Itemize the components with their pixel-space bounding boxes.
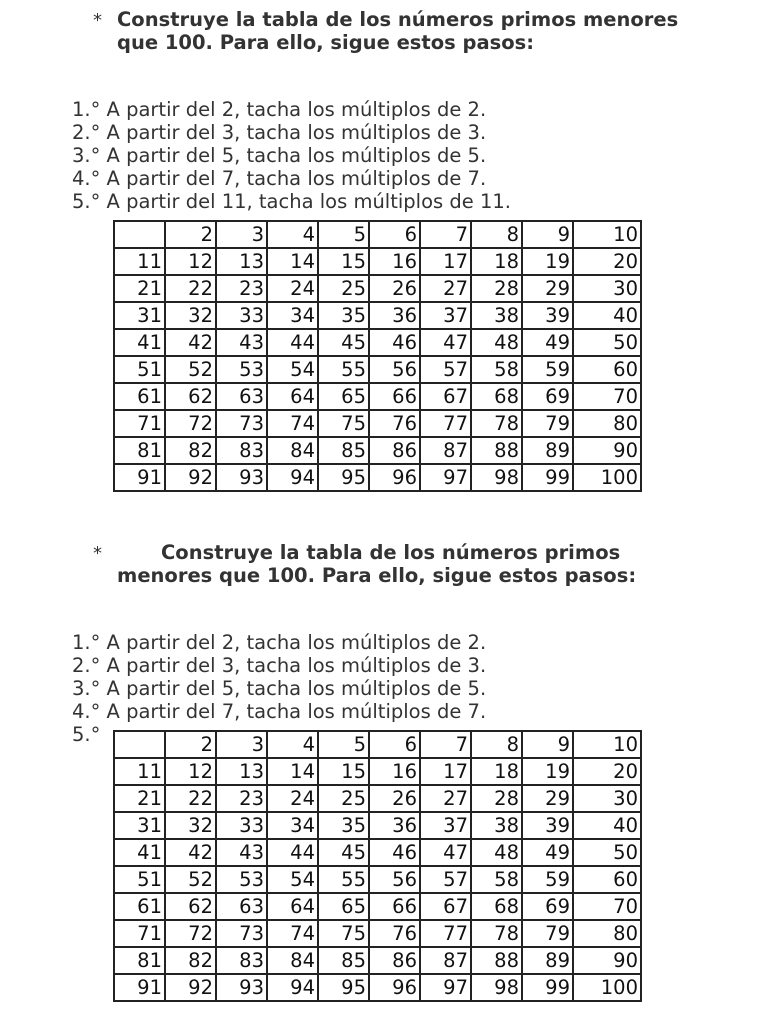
- number-cell: 62: [165, 383, 216, 410]
- number-cell: 25: [318, 275, 369, 302]
- table-row: [114, 464, 641, 491]
- number-cell: 87: [420, 947, 471, 974]
- number-cell: 35: [318, 302, 369, 329]
- table-row: [114, 785, 641, 812]
- number-cell: 93: [216, 974, 267, 1001]
- step-item: 1.° A partir del 2, tacha los múltiplos de 2.: [72, 631, 487, 654]
- number-cell: 41: [114, 839, 165, 866]
- number-cell: 57: [420, 866, 471, 893]
- number-cell: 21: [114, 275, 165, 302]
- number-cell: 69: [522, 893, 573, 920]
- number-cell: 14: [267, 758, 318, 785]
- table-row: [114, 221, 641, 248]
- number-grid: [113, 730, 642, 1002]
- number-cell: 83: [216, 437, 267, 464]
- number-cell: 28: [471, 275, 522, 302]
- number-cell: 63: [216, 893, 267, 920]
- number-cell: 85: [318, 947, 369, 974]
- number-cell: 8: [471, 731, 522, 758]
- number-cell: 73: [216, 920, 267, 947]
- number-cell: 60: [573, 866, 641, 893]
- number-cell: 67: [420, 383, 471, 410]
- number-cell: 43: [216, 329, 267, 356]
- table-row: [114, 302, 641, 329]
- number-cell: 4: [267, 221, 318, 248]
- number-cell: 74: [267, 920, 318, 947]
- number-cell: 68: [471, 383, 522, 410]
- number-cell: 44: [267, 329, 318, 356]
- number-cell: 55: [318, 356, 369, 383]
- number-cell: 23: [216, 785, 267, 812]
- number-cell: 27: [420, 275, 471, 302]
- exercise-heading: [117, 541, 717, 587]
- number-cell: 89: [522, 437, 573, 464]
- number-cell: 32: [165, 812, 216, 839]
- number-cell: 48: [471, 329, 522, 356]
- number-cell: 91: [114, 974, 165, 1001]
- number-cell: 21: [114, 785, 165, 812]
- number-cell: 76: [369, 410, 420, 437]
- table-row: [114, 275, 641, 302]
- number-cell: 45: [318, 839, 369, 866]
- number-cell: 22: [165, 785, 216, 812]
- number-cell: 51: [114, 866, 165, 893]
- steps-list: [72, 631, 486, 746]
- number-cell: 70: [573, 893, 641, 920]
- number-cell: 58: [471, 356, 522, 383]
- number-cell: 86: [369, 437, 420, 464]
- number-cell: 6: [369, 731, 420, 758]
- number-cell: 6: [369, 221, 420, 248]
- number-cell: 17: [420, 248, 471, 275]
- number-cell: 46: [369, 839, 420, 866]
- number-cell: 96: [369, 974, 420, 1001]
- number-cell: 53: [216, 356, 267, 383]
- number-cell: 72: [165, 410, 216, 437]
- number-cell: 78: [471, 920, 522, 947]
- number-cell: 12: [165, 758, 216, 785]
- number-cell: 94: [267, 464, 318, 491]
- number-cell: 62: [165, 893, 216, 920]
- number-cell: [114, 731, 165, 758]
- number-cell: 64: [267, 893, 318, 920]
- number-cell: 39: [522, 812, 573, 839]
- bullet-asterisk: *: [93, 10, 102, 31]
- bullet-asterisk: *: [93, 543, 102, 564]
- number-cell: 75: [318, 920, 369, 947]
- number-cell: 2: [165, 731, 216, 758]
- number-cell: 75: [318, 410, 369, 437]
- number-cell: 73: [216, 410, 267, 437]
- number-cell: 10: [573, 731, 641, 758]
- number-cell: 56: [369, 866, 420, 893]
- table-row: [114, 866, 641, 893]
- number-cell: 30: [573, 275, 641, 302]
- number-cell: 84: [267, 437, 318, 464]
- number-cell: 24: [267, 785, 318, 812]
- number-cell: 51: [114, 356, 165, 383]
- number-cell: 32: [165, 302, 216, 329]
- number-cell: 29: [522, 275, 573, 302]
- number-cell: 88: [471, 947, 522, 974]
- number-cell: 47: [420, 329, 471, 356]
- table-row: [114, 731, 641, 758]
- table-row: [114, 437, 641, 464]
- number-cell: 7: [420, 731, 471, 758]
- number-cell: 70: [573, 383, 641, 410]
- number-cell: 71: [114, 920, 165, 947]
- step-item: 3.° A partir del 5, tacha los múltiplos de 5.: [72, 144, 487, 167]
- number-cell: 65: [318, 383, 369, 410]
- number-cell: 34: [267, 302, 318, 329]
- number-cell: 44: [267, 839, 318, 866]
- number-cell: 95: [318, 974, 369, 1001]
- number-cell: 100: [573, 464, 641, 491]
- number-cell: 79: [522, 920, 573, 947]
- number-cell: 9: [522, 731, 573, 758]
- number-cell: 67: [420, 893, 471, 920]
- number-cell: 11: [114, 758, 165, 785]
- number-cell: 64: [267, 383, 318, 410]
- number-cell: 8: [471, 221, 522, 248]
- table-row: [114, 329, 641, 356]
- number-cell: 37: [420, 302, 471, 329]
- number-cell: 81: [114, 947, 165, 974]
- number-cell: 39: [522, 302, 573, 329]
- number-cell: 49: [522, 329, 573, 356]
- table-row: [114, 893, 641, 920]
- number-cell: 38: [471, 302, 522, 329]
- number-cell: 5: [318, 221, 369, 248]
- number-cell: 13: [216, 758, 267, 785]
- number-cell: 81: [114, 437, 165, 464]
- number-cell: 72: [165, 920, 216, 947]
- number-cell: 85: [318, 437, 369, 464]
- number-cell: 92: [165, 974, 216, 1001]
- table-row: [114, 920, 641, 947]
- number-cell: 83: [216, 947, 267, 974]
- number-cell: 97: [420, 464, 471, 491]
- number-cell: 59: [522, 866, 573, 893]
- number-cell: [114, 221, 165, 248]
- number-cell: 27: [420, 785, 471, 812]
- number-cell: 20: [573, 248, 641, 275]
- number-cell: 9: [522, 221, 573, 248]
- number-cell: 26: [369, 785, 420, 812]
- number-cell: 53: [216, 866, 267, 893]
- exercise-heading: Construye la tabla de los números primos menores que 100. Para ello, sigue estos pasos:: [117, 8, 679, 54]
- number-cell: 17: [420, 758, 471, 785]
- number-cell: 29: [522, 785, 573, 812]
- number-cell: 7: [420, 221, 471, 248]
- number-cell: 54: [267, 866, 318, 893]
- step-item: 5.°: [72, 723, 101, 746]
- number-cell: 16: [369, 758, 420, 785]
- number-cell: 52: [165, 866, 216, 893]
- number-cell: 55: [318, 866, 369, 893]
- number-cell: 18: [471, 758, 522, 785]
- number-cell: 22: [165, 275, 216, 302]
- number-cell: 40: [573, 302, 641, 329]
- step-item: 5.° A partir del 11, tacha los múltiplos de 11.: [72, 190, 511, 213]
- number-cell: 47: [420, 839, 471, 866]
- step-item: 1.° A partir del 2, tacha los múltiplos de 2.: [72, 98, 487, 121]
- number-cell: 12: [165, 248, 216, 275]
- number-cell: 56: [369, 356, 420, 383]
- number-cell: 69: [522, 383, 573, 410]
- number-cell: 94: [267, 974, 318, 1001]
- number-cell: 88: [471, 437, 522, 464]
- number-cell: 19: [522, 758, 573, 785]
- step-item: 3.° A partir del 5, tacha los múltiplos de 5.: [72, 677, 487, 700]
- number-cell: 49: [522, 839, 573, 866]
- number-cell: 63: [216, 383, 267, 410]
- number-cell: 66: [369, 893, 420, 920]
- number-cell: 26: [369, 275, 420, 302]
- number-cell: 77: [420, 920, 471, 947]
- number-cell: 3: [216, 221, 267, 248]
- number-cell: 60: [573, 356, 641, 383]
- number-cell: 58: [471, 866, 522, 893]
- number-cell: 66: [369, 383, 420, 410]
- number-cell: 95: [318, 464, 369, 491]
- number-cell: 65: [318, 893, 369, 920]
- table-row: [114, 248, 641, 275]
- number-cell: 25: [318, 785, 369, 812]
- number-cell: 23: [216, 275, 267, 302]
- number-cell: 10: [573, 221, 641, 248]
- number-cell: 50: [573, 329, 641, 356]
- number-cell: 57: [420, 356, 471, 383]
- exercise-heading-text: Construye la tabla de los números primos menores que 100. Para ello, sigue estos pasos:: [117, 541, 637, 587]
- number-cell: 5: [318, 731, 369, 758]
- number-cell: 36: [369, 812, 420, 839]
- step-item: 2.° A partir del 3, tacha los múltiplos de 3.: [72, 654, 487, 677]
- number-cell: 31: [114, 812, 165, 839]
- number-cell: 50: [573, 839, 641, 866]
- number-cell: 82: [165, 947, 216, 974]
- number-cell: 43: [216, 839, 267, 866]
- number-cell: 36: [369, 302, 420, 329]
- number-cell: 91: [114, 464, 165, 491]
- number-cell: 86: [369, 947, 420, 974]
- number-cell: 87: [420, 437, 471, 464]
- number-cell: 90: [573, 947, 641, 974]
- number-grid: [113, 220, 642, 492]
- number-cell: 80: [573, 920, 641, 947]
- number-cell: 52: [165, 356, 216, 383]
- number-cell: 61: [114, 893, 165, 920]
- number-cell: 33: [216, 302, 267, 329]
- number-cell: 99: [522, 464, 573, 491]
- number-cell: 2: [165, 221, 216, 248]
- number-cell: 20: [573, 758, 641, 785]
- number-cell: 33: [216, 812, 267, 839]
- number-cell: 93: [216, 464, 267, 491]
- number-cell: 100: [573, 974, 641, 1001]
- number-cell: 80: [573, 410, 641, 437]
- number-cell: 96: [369, 464, 420, 491]
- table-row: [114, 410, 641, 437]
- number-cell: 24: [267, 275, 318, 302]
- number-cell: 97: [420, 974, 471, 1001]
- table-row: [114, 812, 641, 839]
- number-cell: 42: [165, 329, 216, 356]
- number-cell: 28: [471, 785, 522, 812]
- number-cell: 84: [267, 947, 318, 974]
- number-cell: 40: [573, 812, 641, 839]
- number-cell: 16: [369, 248, 420, 275]
- number-cell: 15: [318, 248, 369, 275]
- number-cell: 38: [471, 812, 522, 839]
- number-cell: 14: [267, 248, 318, 275]
- number-cell: 90: [573, 437, 641, 464]
- number-cell: 61: [114, 383, 165, 410]
- number-cell: 46: [369, 329, 420, 356]
- number-cell: 15: [318, 758, 369, 785]
- number-cell: 18: [471, 248, 522, 275]
- table-row: [114, 947, 641, 974]
- number-cell: 92: [165, 464, 216, 491]
- number-cell: 98: [471, 464, 522, 491]
- number-cell: 35: [318, 812, 369, 839]
- number-cell: 54: [267, 356, 318, 383]
- number-cell: 37: [420, 812, 471, 839]
- step-item: 4.° A partir del 7, tacha los múltiplos de 7.: [72, 700, 487, 723]
- number-cell: 13: [216, 248, 267, 275]
- number-cell: 74: [267, 410, 318, 437]
- number-cell: 82: [165, 437, 216, 464]
- table-row: [114, 974, 641, 1001]
- number-cell: 11: [114, 248, 165, 275]
- number-cell: 4: [267, 731, 318, 758]
- number-cell: 98: [471, 974, 522, 1001]
- number-cell: 42: [165, 839, 216, 866]
- steps-list: [72, 98, 511, 213]
- number-cell: 41: [114, 329, 165, 356]
- number-cell: 59: [522, 356, 573, 383]
- number-cell: 45: [318, 329, 369, 356]
- number-cell: 3: [216, 731, 267, 758]
- number-cell: 89: [522, 947, 573, 974]
- table-row: [114, 383, 641, 410]
- table-row: [114, 356, 641, 383]
- number-cell: 48: [471, 839, 522, 866]
- number-cell: 76: [369, 920, 420, 947]
- number-cell: 19: [522, 248, 573, 275]
- number-cell: 99: [522, 974, 573, 1001]
- step-item: 2.° A partir del 3, tacha los múltiplos de 3.: [72, 121, 487, 144]
- number-cell: 79: [522, 410, 573, 437]
- number-cell: 34: [267, 812, 318, 839]
- number-cell: 31: [114, 302, 165, 329]
- number-cell: 30: [573, 785, 641, 812]
- number-cell: 77: [420, 410, 471, 437]
- number-cell: 68: [471, 893, 522, 920]
- number-cell: 78: [471, 410, 522, 437]
- table-row: [114, 839, 641, 866]
- table-row: [114, 758, 641, 785]
- number-cell: 71: [114, 410, 165, 437]
- step-item: 4.° A partir del 7, tacha los múltiplos de 7.: [72, 167, 487, 190]
